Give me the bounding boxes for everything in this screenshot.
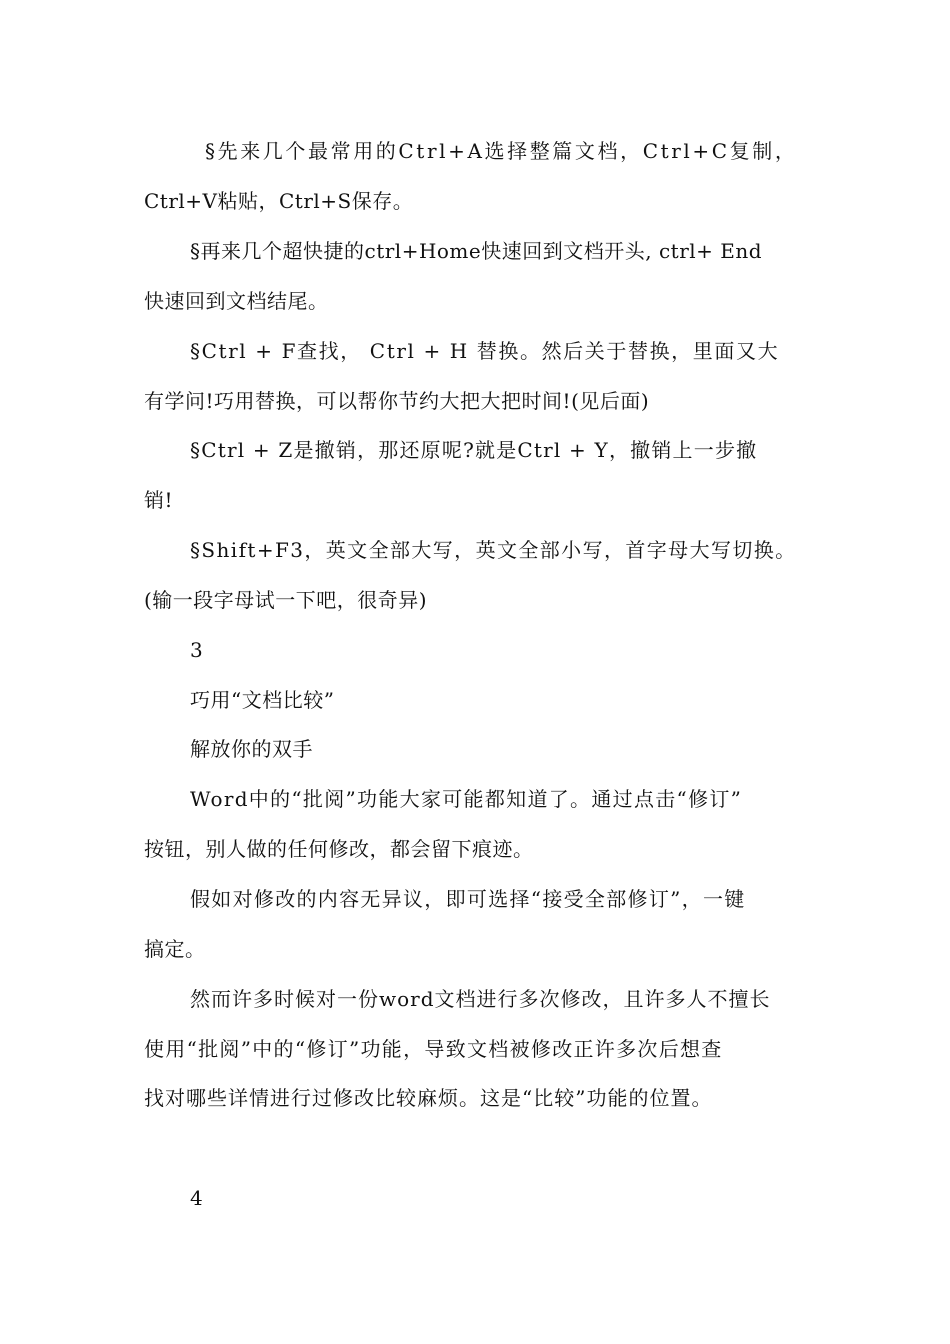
paragraph-line: §Ctrl + Z是撤销，那还原呢?就是Ctrl + Y，撤销上一步撤 [190,438,758,462]
paragraph-line: 使用“批阅”中的“修订”功能，导致文档被修改正许多次后想查 [144,1037,723,1061]
paragraph-line: §再来几个超快捷的ctrl+Home快速回到文档开头, ctrl+ End [190,239,763,263]
paragraph-line: 销! [144,488,174,512]
paragraph-line: 假如对修改的内容无异议，即可选择“接受全部修订”，一键 [190,887,746,911]
paragraph-line: §Ctrl + F查找， Ctrl + H 替换。然后关于替换，里面又大 [190,339,780,363]
section-subheading: 解放你的双手 [190,737,313,761]
paragraph-line: (输一段字母试一下吧，很奇异) [144,588,428,612]
paragraph-line: 有学问!巧用替换，可以帮你节约大把大把时间!(见后面) [144,389,650,413]
paragraph-line: 然而许多时候对一份word文档进行多次修改，且许多人不擅长 [190,987,771,1011]
section-number: 4 [190,1186,204,1210]
paragraph-line: Ctrl+V粘贴，Ctrl+S保存。 [144,189,414,213]
paragraph-line: 按钮，别人做的任何修改，都会留下痕迹。 [144,837,534,861]
paragraph-line: 搞定。 [144,937,206,961]
section-heading: 巧用“文档比较” [190,688,335,712]
paragraph-line: 找对哪些详情进行过修改比较麻烦。这是“比较”功能的位置。 [144,1086,713,1110]
paragraph-line: §先来几个最常用的Ctrl+A选择整篇文档，Ctrl+C复制， [205,139,798,163]
paragraph-line: 快速回到文档结尾。 [144,289,329,313]
paragraph-line: Word中的“批阅”功能大家可能都知道了。通过点击“修订” [190,787,743,811]
section-number: 3 [190,638,204,662]
paragraph-line: §Shift+F3，英文全部大写，英文全部小写，首字母大写切换。 [190,538,797,562]
